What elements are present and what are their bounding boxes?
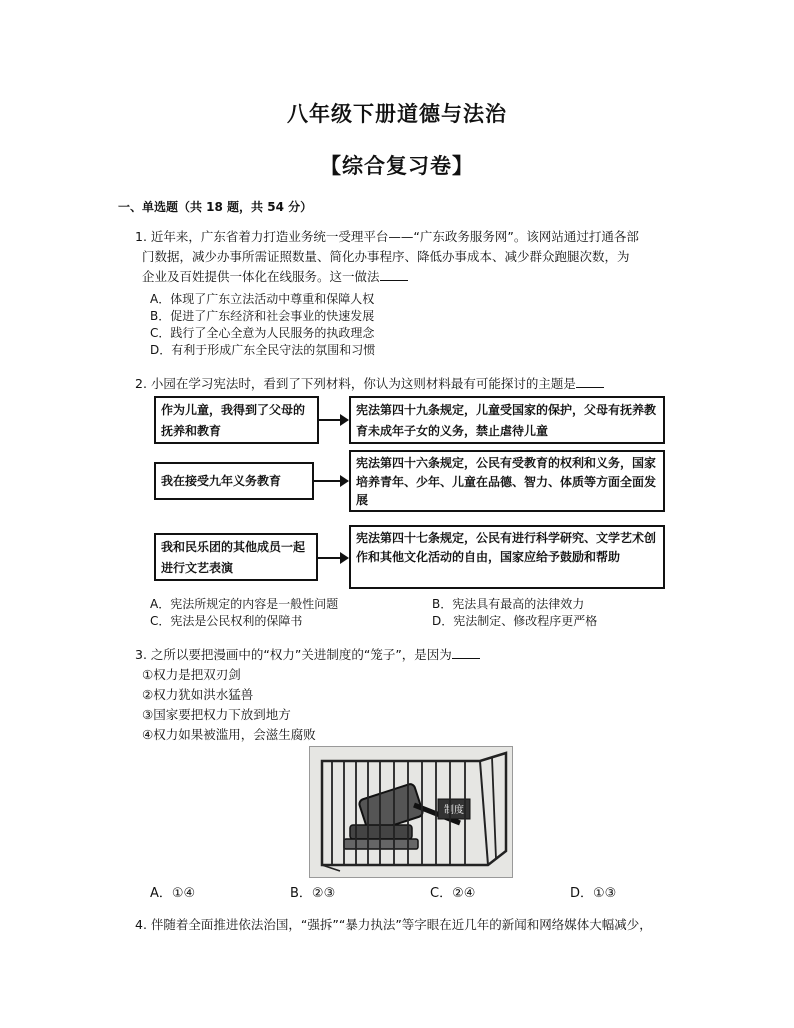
material-box-right-2: 宪法第四十六条规定，公民有受教育的权利和义务，国家培养青年、少年、儿童在品德、智力、体质等方面全面发展 <box>349 450 665 512</box>
page-title: 八年级下册道德与法治 <box>287 101 507 126</box>
arrow-right <box>318 557 347 559</box>
material-box-right-3: 宪法第四十七条规定，公民有进行科学研究、文学艺术创作和其他文化活动的自由，国家应给予鼓励和帮助 <box>349 525 665 589</box>
material-box-right-1: 宪法第四十九条规定，儿童受国家的保护，父母有抚养教育未成年子女的义务，禁止虐待儿童 <box>349 396 665 444</box>
question-1-option-a: A．体现了广东立法活动中尊重和保障人权 <box>150 292 375 306</box>
arrow-right <box>314 480 347 482</box>
power-cage-cartoon <box>309 746 513 878</box>
question-3-option-a: A．①④ <box>150 886 196 901</box>
question-1-option-d: D．有利于形成广东全民守法的氛围和习惯 <box>150 343 376 357</box>
section-heading: 一、单选题（共 18 题，共 54 分） <box>118 200 313 214</box>
question-3-option-c: C．②④ <box>430 886 476 901</box>
cage-label: 制度 <box>444 805 464 816</box>
question-2-stem: 2. 小园在学习宪法时，看到了下列材料，你认为这则材料最有可能探讨的主题是 <box>135 375 604 393</box>
question-2-option-b: B．宪法具有最高的法律效力 <box>432 597 585 611</box>
answer-blank <box>576 375 604 388</box>
question-1-line: 企业及百姓提供一体化在线服务。这一做法 <box>142 268 408 286</box>
question-3-item: ①权力是把双刃剑 <box>142 667 241 682</box>
question-1-line: 1. 近年来，广东省着力打造业务统一受理平台——“广东政务服务网”。该网站通过打通各部 <box>135 229 639 244</box>
answer-blank <box>380 268 408 281</box>
page-subtitle: 【综合复习卷】 <box>320 153 474 178</box>
question-1-option-c: C．践行了全心全意为人民服务的执政理念 <box>150 326 375 340</box>
question-3-option-b: B．②③ <box>290 886 336 901</box>
question-2-option-d: D．宪法制定、修改程序更严格 <box>432 614 598 628</box>
question-3-item: ④权力如果被滥用，会滋生腐败 <box>142 727 316 742</box>
question-4-stem: 4. 伴随着全面推进依法治国，“强拆”“暴力执法”等字眼在近几年的新闻和网络媒体大幅减少， <box>135 917 652 932</box>
question-3-item: ③国家要把权力下放到地方 <box>142 707 291 722</box>
question-1-option-b: B．促进了广东经济和社会事业的快速发展 <box>150 309 375 323</box>
question-2-option-a: A．宪法所规定的内容是一般性问题 <box>150 597 339 611</box>
material-box-left-3: 我和民乐团的其他成员一起进行文艺表演 <box>154 533 318 581</box>
cage-illustration <box>310 747 512 877</box>
question-1-line: 门数据，减少办事所需证照数量、简化办事程序、降低办事成本、减少群众跑腿次数，为 <box>142 249 630 264</box>
question-2-option-c: C．宪法是公民权利的保障书 <box>150 614 303 628</box>
material-box-left-2: 我在接受九年义务教育 <box>154 462 314 500</box>
question-3-item: ②权力犹如洪水猛兽 <box>142 687 254 702</box>
arrow-right <box>319 419 347 421</box>
answer-blank <box>452 646 480 659</box>
material-box-left-1: 作为儿童，我得到了父母的抚养和教育 <box>154 396 319 444</box>
question-3-option-d: D．①③ <box>570 886 617 901</box>
question-3-stem: 3. 之所以要把漫画中的“权力”关进制度的“笼子”，是因为 <box>135 646 480 664</box>
